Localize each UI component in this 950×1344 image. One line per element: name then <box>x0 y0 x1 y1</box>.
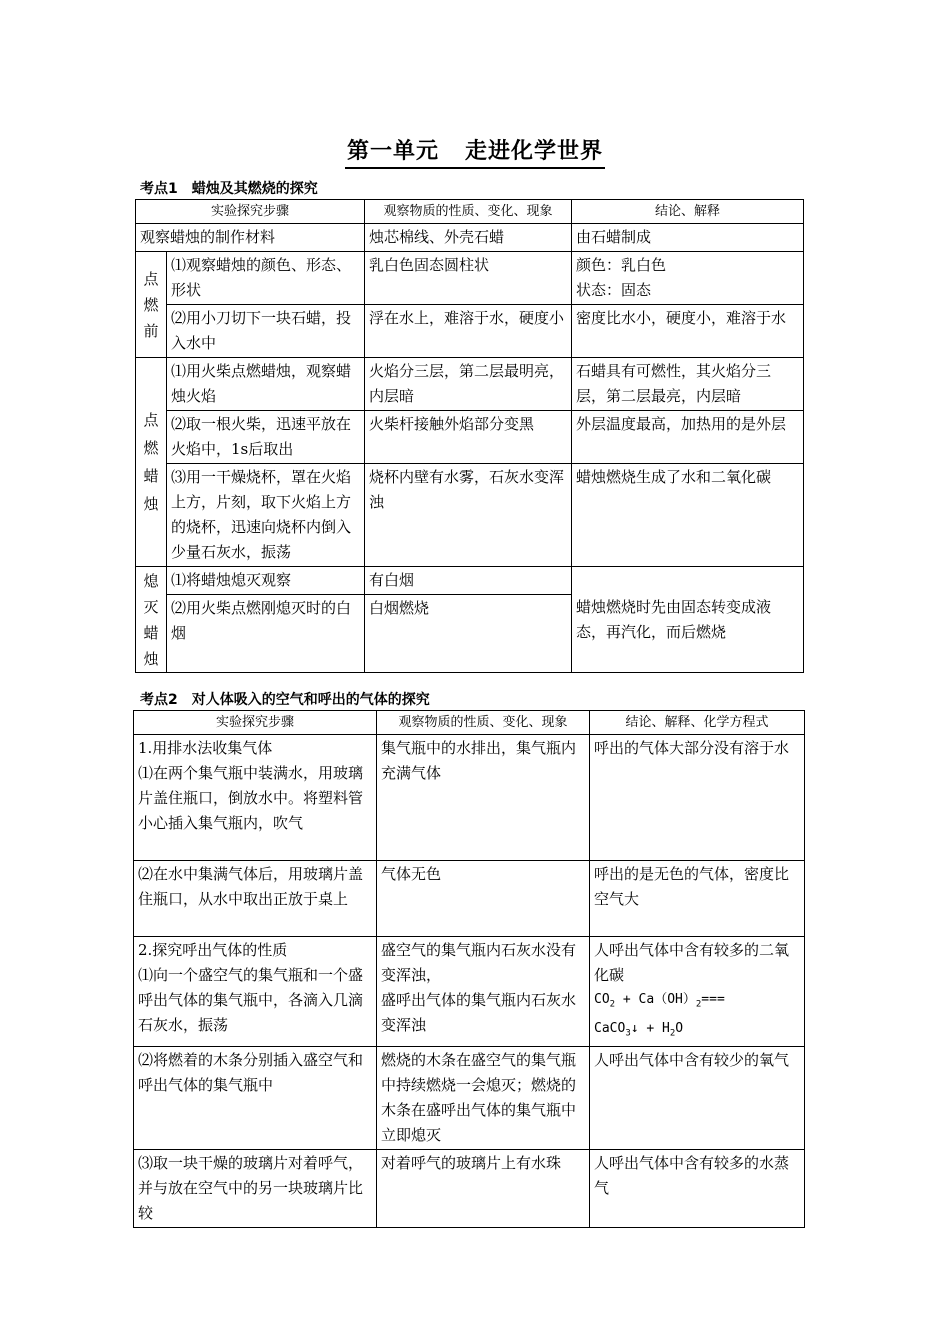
page-title <box>0 134 950 169</box>
table-row: 点燃蜡烛 ⑴用火柴点燃蜡烛，观察蜡烛火焰 火焰分三层，第二层最明亮，内层暗 石蜡具有可燃性，其火焰分三层，第二层最亮，内层暗 <box>136 358 804 411</box>
col-header-observation: 观察物质的性质、变化、现象 <box>377 711 590 735</box>
table-row: ⑶用一干燥烧杯，罩在火焰上方，片刻，取下火焰上方的烧杯，迅速向烧杯内倒入少量石灰水，振荡 烧杯内壁有水雾，石灰水变浑浊 蜡烛燃烧生成了水和二氧化碳 <box>136 464 804 567</box>
table-row: 熄灭蜡烛 ⑴将蜡烛熄灭观察 有白烟 蜡烛燃烧时先由固态转变成液态，再汽化，而后燃烧 <box>136 567 804 595</box>
col-header-steps: 实验探究步骤 <box>134 711 377 735</box>
table-row: ⑵取一根火柴，迅速平放在火焰中，1s后取出 火柴杆接触外焰部分变黑 外层温度最高，加热用的是外层 <box>136 411 804 464</box>
col-header-steps: 实验探究步骤 <box>136 200 365 224</box>
table-row: 点燃前 ⑴观察蜡烛的颜色、形态、形状 乳白色固态圆柱状 颜色：乳白色 状态：固态 <box>136 252 804 305</box>
table-row: ⑵用小刀切下一块石蜡，投入水中 浮在水上，难溶于水，硬度小 密度比水小，硬度小，难溶于水 <box>136 305 804 358</box>
col-header-conclusion: 结论、解释、化学方程式 <box>590 711 805 735</box>
title-unit: 第一单元 <box>346 139 439 164</box>
table-row: ⑵将燃着的木条分别插入盛空气和呼出气体的集气瓶中 燃烧的木条在盛空气的集气瓶中持续燃烧一会熄灭；燃烧的木条在盛呼出气体的集气瓶中立即熄灭 人呼出气体中含有较少的氧气 <box>134 1047 805 1150</box>
group-label-burning: 点燃蜡烛 <box>136 358 167 567</box>
title-name: 走进化学世界 <box>465 139 604 164</box>
chemical-equation: $CO_2 + Ca(OH)_2===$ <box>594 992 725 1010</box>
table-row: ⑵在水中集满气体后，用玻璃片盖住瓶口，从水中取出正放于桌上 气体无色 呼出的是无色的气体，密度比空气大 <box>134 861 805 937</box>
section2-heading: 考点2 对人体吸入的空气和呼出的气体的探究 <box>140 692 430 708</box>
col-header-observation: 观察物质的性质、变化、现象 <box>365 200 572 224</box>
table-row: ⑶取一块干燥的玻璃片对着呼气，并与放在空气中的另一块玻璃片比较 对着呼气的玻璃片上有水珠 人呼出气体中含有较多的水蒸气 <box>134 1150 805 1228</box>
col-header-conclusion: 结论、解释 <box>572 200 804 224</box>
table-row: ⑵用火柴点燃刚熄灭时的白烟 白烟燃烧 <box>136 595 804 673</box>
table-row: 2.探究呼出气体的性质 ⑴向一个盛空气的集气瓶和一个盛呼出气体的集气瓶中，各滴入几滴石灰水，振荡 盛空气的集气瓶内石灰水没有变浑浊， 盛呼出气体的集气瓶内石灰水变浑浊 人呼出气体中含有较多的二氧化碳 $CO_2 + Ca(OH)_2===$ CaCO$_3$↓ + $H_2O$ <box>134 937 805 1047</box>
group-label-extinguish: 熄灭蜡烛 <box>136 567 167 673</box>
table-row: 1.用排水法收集气体 ⑴在两个集气瓶中装满水，用玻璃片盖住瓶口，倒放水中。将塑料管小心插入集气瓶内，吹气 集气瓶中的水排出，集气瓶内充满气体 呼出的气体大部分没有溶于水 <box>134 735 805 861</box>
breath-table <box>133 710 805 1228</box>
group-label-before: 点燃前 <box>136 252 167 358</box>
table-row: 观察蜡烛的制作材料 烛芯棉线、外壳石蜡 由石蜡制成 <box>136 224 804 252</box>
section1-heading: 考点1 蜡烛及其燃烧的探究 <box>140 181 318 197</box>
candle-table <box>135 199 804 673</box>
